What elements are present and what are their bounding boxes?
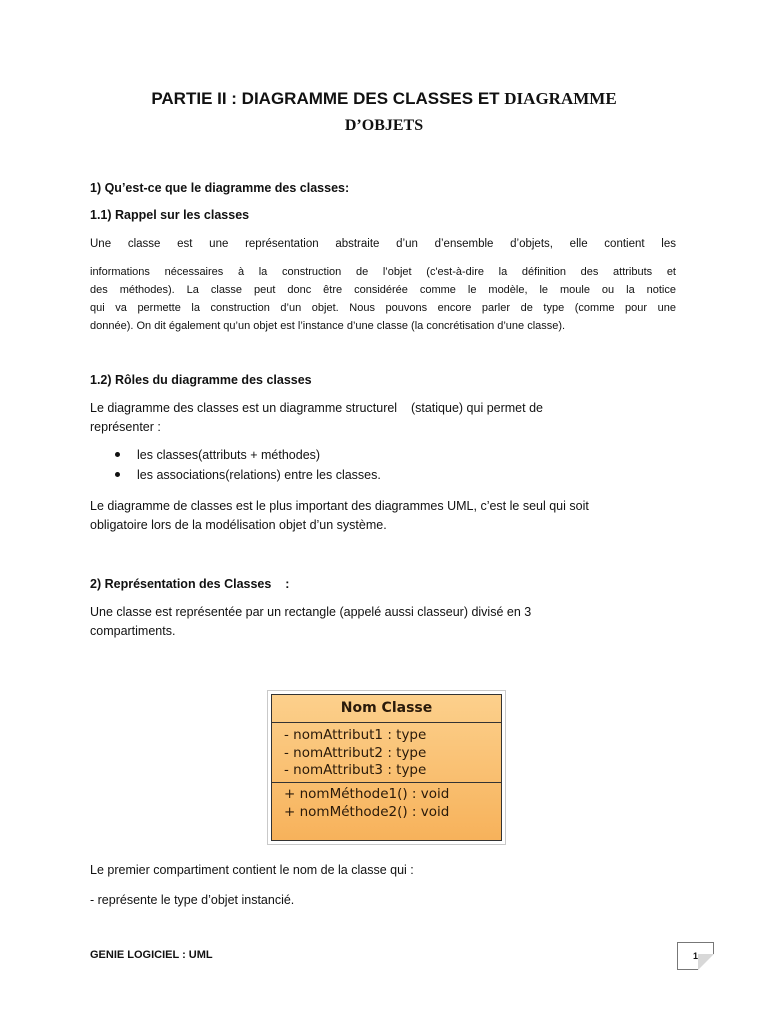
representation-paragraph bbox=[90, 601, 676, 642]
list-item bbox=[115, 445, 381, 465]
section-1-1-heading: 1.1) Rappel sur les classes bbox=[90, 208, 250, 222]
uml-importance-paragraph bbox=[90, 495, 676, 536]
page-fold-icon bbox=[698, 954, 714, 970]
uml-method: + nomMéthode2() : void bbox=[284, 803, 450, 820]
uml-method: + nomMéthode1() : void bbox=[284, 786, 450, 802]
compartment-description-line: Le premier compartiment contient le nom de la classe qui : bbox=[90, 863, 414, 877]
uml-class-name: Nom Classe bbox=[272, 695, 501, 723]
text-line: compartiments. bbox=[90, 624, 176, 638]
text-line: Une classe est une représentation abstraite d’un d’ensemble d’objets, elle contient les bbox=[90, 238, 676, 250]
roles-paragraph bbox=[90, 397, 676, 438]
text-line: représenter : bbox=[90, 420, 161, 434]
title-part-sans: PARTIE II : DIAGRAMME DES CLASSES ET bbox=[151, 89, 500, 108]
uml-class-box bbox=[271, 694, 502, 841]
list-item bbox=[115, 465, 381, 485]
section-1-2-heading: 1.2) Rôles du diagramme des classes bbox=[90, 373, 312, 387]
page-title-line2: D’OBJETS bbox=[344, 117, 424, 134]
footer-text: GENIE LOGICIEL : UML bbox=[90, 949, 213, 961]
bullet-icon bbox=[115, 472, 120, 477]
uml-attribute: - nomAttribut2 : type bbox=[284, 744, 427, 761]
bullet-text: les associations(relations) entre les classes. bbox=[137, 468, 381, 482]
roles-bullet-list bbox=[115, 445, 381, 485]
text-line: Le diagramme de classes est le plus important des diagrammes UML, c’est le seul qui soit bbox=[90, 499, 589, 513]
uml-attribute: - nomAttribut1 : type bbox=[284, 727, 427, 743]
bullet-icon bbox=[115, 452, 120, 457]
uml-class-diagram bbox=[267, 690, 506, 845]
class-intro-line bbox=[90, 235, 676, 253]
compartment-description-line: - représente le type d’objet instancié. bbox=[90, 893, 295, 907]
text-line: qui va permette la construction d’un objet. Nous pouvons encore parler de type (comme pour une bbox=[90, 302, 676, 314]
page-number: 1 bbox=[692, 951, 698, 961]
text-line: Une classe est représentée par un rectangle (appelé aussi classeur) divisé en 3 bbox=[90, 605, 532, 619]
text-line: donnée). On dit également qu’un objet est l’instance d’une classe (la concrétisation d’une classe). bbox=[90, 320, 566, 332]
title-part-serif: DIAGRAMME bbox=[504, 89, 617, 108]
text-line: obligatoire lors de la modélisation objet d’un système. bbox=[90, 518, 387, 532]
bullet-text: les classes(attributs + méthodes) bbox=[137, 448, 321, 462]
uml-attributes-compartment bbox=[272, 723, 501, 783]
text-line: Le diagramme des classes est un diagramme structurel (statique) qui permet de bbox=[90, 401, 543, 415]
text-line: informations nécessaires à la construction de l’objet (c'est-à-dire la définition des attributs et bbox=[90, 266, 676, 278]
page-title bbox=[0, 89, 768, 109]
uml-attribute: - nomAttribut3 : type bbox=[284, 762, 427, 778]
page-number-box bbox=[677, 942, 714, 970]
section-1-heading: 1) Qu’est-ce que le diagramme des classes: bbox=[90, 181, 350, 195]
section-2-heading: 2) Représentation des Classes : bbox=[90, 577, 290, 591]
uml-methods-compartment bbox=[272, 783, 501, 821]
class-paragraph bbox=[90, 263, 676, 335]
text-line: des méthodes). La classe peut donc être considérée comme le modèle, le moule ou la notice bbox=[90, 284, 676, 296]
